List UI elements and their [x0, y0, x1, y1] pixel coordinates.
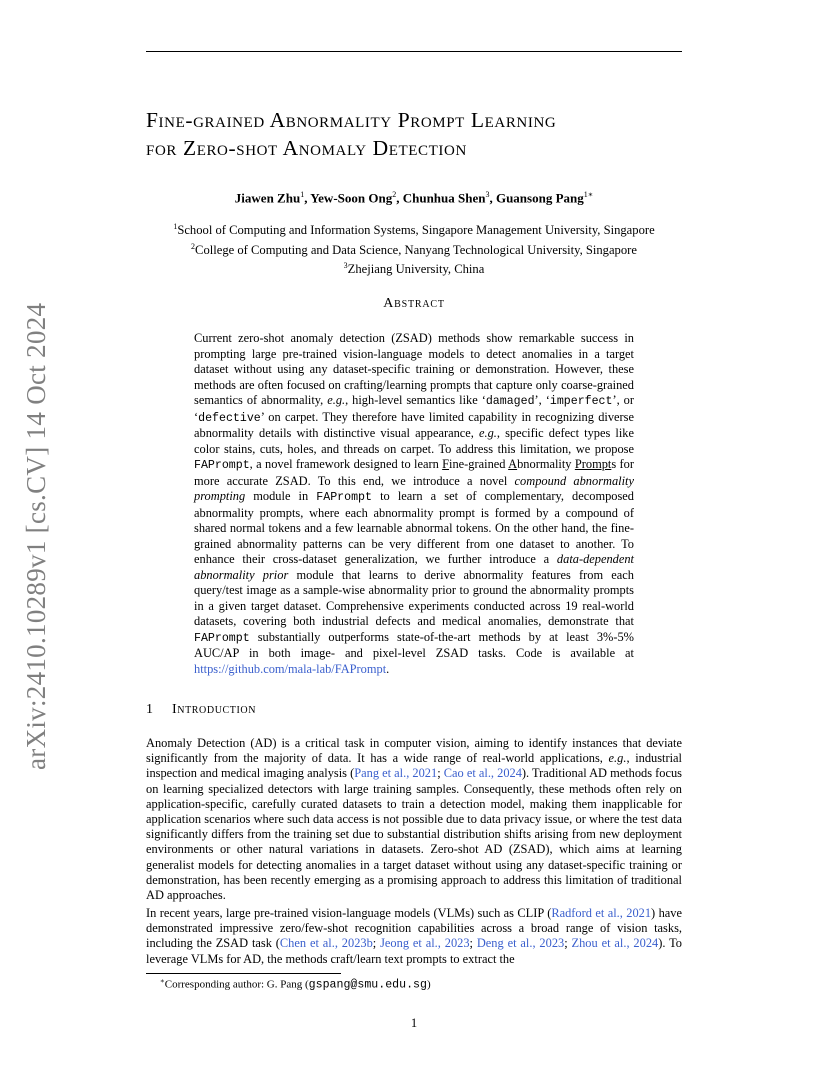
citation-link[interactable]: Pang et al., 2021: [354, 766, 438, 781]
top-rule: [146, 51, 682, 52]
title-line-1: Fine-grained Abnormality Prompt Learning: [146, 108, 557, 132]
intro-paragraph-1: Anomaly Detection (AD) is a critical task in computer vision, aiming to identify instances that deviate significantly from the majority of data. It has a wide range of real-world applications, e.g., industrial inspection and medical imaging analysis (Pang et al., 2021; Cao et al., 2024). Traditional AD methods focus on learning specialized detectors with large training samples. Consequently, these methods often rely on application-specific, carefully curated datasets to train a detection model, making them inapplicable for application scenarios where such data access is not possible due to data privacy issue, or where the test data significantly differs from the training set due to substantial distribution shifts arising from new deployment environments or other natural variations in datasets. Zero-shot AD (ZSAD), which aims at learning generalist models for detecting anomalies in a target dataset without using any dataset-specific training or demonstration, has been recently emerging as a promising approach to address this limitation of traditional AD approaches.: [146, 736, 683, 903]
arxiv-watermark: arXiv:2410.10289v1 [cs.CV] 14 Oct 2024: [21, 302, 51, 770]
author-name: Guansong Pang: [495, 190, 584, 206]
author-name: Yew-Soon Ong: [310, 190, 393, 206]
method-name: FAPrompt: [316, 491, 372, 504]
affiliation: [146, 258, 682, 278]
affiliation-mark: 2: [191, 241, 196, 251]
code-link[interactable]: https://github.com/mala-lab/FAPrompt: [194, 661, 387, 676]
affiliation: [146, 219, 682, 239]
footnote-rule: [146, 973, 341, 974]
section-number: 1: [146, 702, 154, 717]
citation-link[interactable]: Deng et al., 2023: [476, 936, 565, 951]
title-line-2: for Zero-shot Anomaly Detection: [146, 136, 467, 160]
code-term: damaged: [485, 395, 535, 408]
intro-paragraph-2: In recent years, large pre-trained vision-language models (VLMs) such as CLIP (Radford et al., 2021) have demonstrated impressive zero/few-shot recognition capabilities across a broad range of vision tasks, including the ZSAD task (Chen et al., 2023b; Jeong et al., 2023; Deng et al., 2023; Zhou et al., 2024). To leverage VLMs for AD, the methods craft/learn text prompts to extract the: [146, 906, 682, 966]
author-affil-mark: 3: [485, 190, 490, 199]
section-title: Introduction: [172, 702, 257, 717]
author-name: Jiawen Zhu: [234, 190, 301, 206]
paper-title: [146, 106, 706, 162]
citation-link[interactable]: Chen et al., 2023b: [279, 936, 373, 951]
citation-link[interactable]: Zhou et al., 2024: [571, 936, 659, 951]
method-name: FAPrompt: [194, 459, 250, 472]
abstract-heading: Abstract: [383, 296, 445, 311]
author-name: Chunhua Shen: [402, 190, 486, 206]
citation-link[interactable]: Jeong et al., 2023: [380, 936, 470, 951]
page-number: 1: [410, 1016, 418, 1030]
affiliation: [146, 239, 682, 259]
author-affil-mark: 2: [392, 190, 397, 199]
citation-link[interactable]: Cao et al., 2024: [443, 766, 522, 781]
footnote-mark: ∗: [160, 977, 165, 985]
affiliation-mark: 3: [343, 261, 348, 271]
section-heading: [146, 702, 256, 718]
code-term: imperfect: [549, 395, 613, 408]
footnote-text: Corresponding author: G. Pang (: [164, 978, 309, 991]
affiliation-mark: 1: [173, 222, 178, 231]
affiliation-list: [146, 219, 682, 278]
email-address: gspang@smu.edu.sg: [308, 978, 427, 992]
affiliation-text: School of Computing and Information Systems, Singapore Management University, Singapore: [177, 223, 655, 238]
citation-link[interactable]: Radford et al., 2021: [551, 906, 652, 920]
author-list: Jiawen Zhu$^1$, Yew-Soon Ong$^2$, Chunhua Shen$^3$, Guansong Pang$^{1∗}$: [234, 190, 594, 206]
method-name: FAPrompt: [194, 631, 250, 645]
author-affil-mark: 1: [300, 190, 305, 199]
code-term: defective: [198, 411, 261, 425]
affiliation-text: College of Computing and Data Science, Nanyang Technological University, Singapore: [195, 242, 637, 257]
footnote: ∗Corresponding author: G. Pang (gspang@smu.edu.sg): [160, 977, 431, 992]
abstract-body: Current zero-shot anomaly detection (ZSAD) methods show remarkable success in prompting large pre-trained vision-language models to detect anomalies in a target dataset without using any dataset-specific training or demonstration. However, these methods are often focused on crafting/learning prompts that capture only coarse-grained semantics of abnormality, e.g., high-level semantics like ‘damaged’, ‘imperfect’, or ‘defective’ on carpet. They therefore have limited capability in recognizing diverse abnormality details with distinctive visual appearance, e.g., specific defect types like color stains, cuts, holes, and threads on carpet. To address this limitation, we propose FAPrompt, a novel framework designed to learn Fine-grained Abnormality Prompts for more accurate ZSAD. To this end, we introduce a novel compound abnormality prompting module in FAPrompt to learn a set of complementary, decomposed abnormality prompts, where each abnormality prompt is formed by a compound of shared normal tokens and a few learnable abnormal tokens. On the other hand, the fine-grained abnormality patterns can be very different from one dataset to another. To enhance their cross-dataset generalization, we further introduce a data-dependent abnormality prior module that learns to derive abnormality features from each query/test image as a sample-wise abnormality prior to ground the abnormality prompts in a given target dataset. Comprehensive experiments conducted across 19 real-world datasets, covering both industrial defects and medical anomalies, demonstrate that FAPrompt substantially outperforms state-of-the-art methods by at least 3%-5% AUC/AP in both image- and pixel-level ZSAD tasks. Code is available at https://github.com/mala-lab/FAPrompt.: [194, 331, 634, 676]
author-affil-mark: 1∗: [583, 190, 594, 199]
affiliation-text: Zhejiang University, China: [347, 262, 485, 277]
